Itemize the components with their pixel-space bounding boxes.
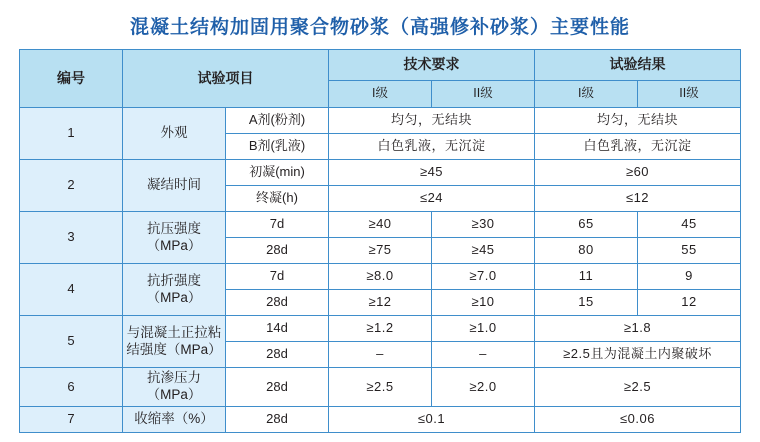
row-item-name: 收缩率（%）	[123, 406, 226, 432]
tech-value-grade1: ≥1.2	[329, 316, 432, 342]
header-index: 编号	[20, 50, 123, 108]
tech-value-grade1: ≤0.1	[329, 406, 535, 432]
tech-value-grade1: ≥75	[329, 238, 432, 264]
tech-value-grade1: ≥40	[329, 212, 432, 238]
table-row	[20, 212, 741, 238]
header-result-grade2: II级	[638, 81, 741, 108]
page-title: 混凝土结构加固用聚合物砂浆（高强修补砂浆）主要性能	[129, 17, 630, 38]
table-header	[20, 50, 741, 108]
tech-value-grade1: ≥45	[329, 160, 535, 186]
tech-value-grade1: –	[329, 342, 432, 368]
row-item-name: 与混凝土正拉粘结强度（MPa）	[123, 316, 226, 368]
header-result-grade1: I级	[535, 81, 638, 108]
header-tech: 技术要求	[329, 50, 535, 81]
result-value-grade1: ≤12	[535, 186, 741, 212]
row-age: 7d	[226, 212, 329, 238]
row-age: 28d	[226, 238, 329, 264]
result-value-grade2: 12	[638, 290, 741, 316]
result-value-grade1: 均匀，无结块	[535, 108, 741, 134]
tech-value-grade2: ≥7.0	[432, 264, 535, 290]
tech-value-grade1: ≥2.5	[329, 368, 432, 407]
row-item-name: 抗折强度（MPa）	[123, 264, 226, 316]
row-age: 7d	[226, 264, 329, 290]
table-row	[20, 406, 741, 432]
result-value-grade1: 15	[535, 290, 638, 316]
row-item-name: 外观	[123, 108, 226, 160]
tech-value-grade2: ≥30	[432, 212, 535, 238]
row-index: 4	[20, 264, 123, 316]
header-item: 试验项目	[123, 50, 329, 108]
row-age: B剂(乳液)	[226, 134, 329, 160]
row-age: 28d	[226, 368, 329, 407]
result-value-grade1: ≥2.5且为混凝土内聚破坏	[535, 342, 741, 368]
table-body	[20, 108, 741, 433]
tech-value-grade2: ≥10	[432, 290, 535, 316]
result-value-grade1: ≥2.5	[535, 368, 741, 407]
result-value-grade1: ≥60	[535, 160, 741, 186]
table-header-row-1	[20, 50, 741, 81]
tech-value-grade1: 均匀，无结块	[329, 108, 535, 134]
tech-value-grade2: –	[432, 342, 535, 368]
table-row	[20, 368, 741, 407]
row-age: 28d	[226, 342, 329, 368]
table-row	[20, 264, 741, 290]
result-value-grade1: 11	[535, 264, 638, 290]
row-age: 14d	[226, 316, 329, 342]
header-tech-grade1: I级	[329, 81, 432, 108]
row-item-name: 抗渗压力（MPa）	[123, 368, 226, 407]
result-value-grade2: 9	[638, 264, 741, 290]
row-age: 28d	[226, 290, 329, 316]
result-value-grade2: 55	[638, 238, 741, 264]
tech-value-grade2: ≥2.0	[432, 368, 535, 407]
row-age: 初凝(min)	[226, 160, 329, 186]
tech-value-grade1: ≤24	[329, 186, 535, 212]
table-row	[20, 316, 741, 342]
row-item-name: 抗压强度（MPa）	[123, 212, 226, 264]
table-row	[20, 160, 741, 186]
row-item-name: 凝结时间	[123, 160, 226, 212]
result-value-grade1: 80	[535, 238, 638, 264]
result-value-grade2: 45	[638, 212, 741, 238]
row-index: 1	[20, 108, 123, 160]
result-value-grade1: 白色乳液，无沉淀	[535, 134, 741, 160]
row-age: A剂(粉剂)	[226, 108, 329, 134]
row-index: 3	[20, 212, 123, 264]
properties-table	[19, 49, 741, 433]
result-value-grade1: ≤0.06	[535, 406, 741, 432]
row-age: 终凝(h)	[226, 186, 329, 212]
tech-value-grade1: ≥12	[329, 290, 432, 316]
result-value-grade1: ≥1.8	[535, 316, 741, 342]
row-index: 6	[20, 368, 123, 407]
tech-value-grade1: 白色乳液，无沉淀	[329, 134, 535, 160]
table-row	[20, 108, 741, 134]
tech-value-grade2: ≥1.0	[432, 316, 535, 342]
header-tech-grade2: II级	[432, 81, 535, 108]
row-index: 2	[20, 160, 123, 212]
header-result: 试验结果	[535, 50, 741, 81]
tech-value-grade1: ≥8.0	[329, 264, 432, 290]
row-age: 28d	[226, 406, 329, 432]
row-index: 7	[20, 406, 123, 432]
row-index: 5	[20, 316, 123, 368]
tech-value-grade2: ≥45	[432, 238, 535, 264]
result-value-grade1: 65	[535, 212, 638, 238]
